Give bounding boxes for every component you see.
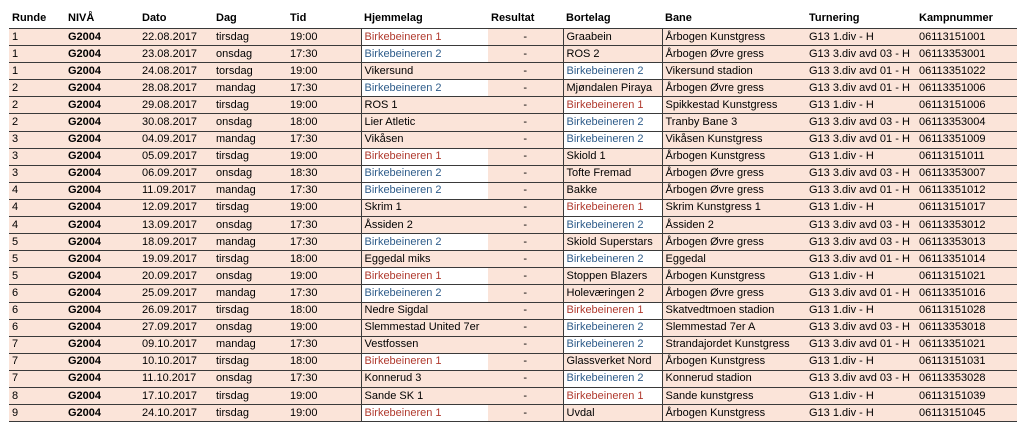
cell-bane: Åssiden 2 <box>662 217 806 234</box>
cell-runde: 4 <box>9 217 65 234</box>
cell-bane: Tranby Bane 3 <box>662 114 806 131</box>
header-kampnummer: Kampnummer <box>919 12 993 24</box>
cell-bortelag: Birkebeineren 1 <box>563 387 662 404</box>
cell-dato: 12.09.2017 <box>139 199 213 216</box>
cell-tid: 19:00 <box>287 319 361 336</box>
cell-bane: Årbogen Kunstgress <box>662 29 806 46</box>
cell-kampnummer: 06113151045 <box>916 405 1017 422</box>
table-row <box>9 148 1017 165</box>
cell-bortelag: Uvdal <box>563 405 662 422</box>
cell-dag: onsdag <box>213 319 287 336</box>
cell-tid: 19:00 <box>287 387 361 404</box>
cell-hjemmelag: Birkebeineren 1 <box>361 268 488 285</box>
cell-tid: 18:00 <box>287 114 361 131</box>
cell-dag: mandag <box>213 80 287 97</box>
cell-bortelag: Birkebeineren 2 <box>563 370 662 387</box>
cell-tid: 19:00 <box>287 148 361 165</box>
cell-niva: G2004 <box>65 302 139 319</box>
cell-hjemmelag: Birkebeineren 2 <box>361 234 488 251</box>
cell-hjemmelag: Sande SK 1 <box>361 387 488 404</box>
cell-kampnummer: 06113151006 <box>916 97 1017 114</box>
cell-dato: 22.08.2017 <box>139 29 213 46</box>
cell-dag: tirsdag <box>213 251 287 268</box>
cell-bortelag: Birkebeineren 2 <box>563 114 662 131</box>
table-row <box>9 405 1017 422</box>
cell-turnering: G13 3.div avd 01 - H <box>806 80 916 97</box>
cell-niva: G2004 <box>65 251 139 268</box>
cell-kampnummer: 06113353004 <box>916 114 1017 131</box>
cell-hjemmelag: Vikersund <box>361 63 488 80</box>
cell-resultat: - <box>488 353 563 370</box>
cell-runde: 2 <box>9 80 65 97</box>
cell-niva: G2004 <box>65 165 139 182</box>
table-row <box>9 217 1017 234</box>
cell-turnering: G13 1.div - H <box>806 405 916 422</box>
cell-runde: 3 <box>9 131 65 148</box>
cell-resultat: - <box>488 148 563 165</box>
cell-dato: 29.08.2017 <box>139 97 213 114</box>
cell-dato: 17.10.2017 <box>139 387 213 404</box>
cell-niva: G2004 <box>65 387 139 404</box>
cell-runde: 5 <box>9 268 65 285</box>
fixtures-table <box>9 8 1017 422</box>
cell-bortelag: Bakke <box>563 182 662 199</box>
cell-dato: 23.08.2017 <box>139 46 213 63</box>
cell-dato: 24.08.2017 <box>139 63 213 80</box>
cell-hjemmelag: Nedre Sigdal <box>361 302 488 319</box>
cell-bortelag: Birkebeineren 1 <box>563 302 662 319</box>
cell-hjemmelag: Birkebeineren 2 <box>361 46 488 63</box>
cell-bane: Årbogen Kunstgress <box>662 268 806 285</box>
cell-dato: 09.10.2017 <box>139 336 213 353</box>
cell-kampnummer: 06113353012 <box>916 217 1017 234</box>
cell-runde: 1 <box>9 46 65 63</box>
cell-niva: G2004 <box>65 148 139 165</box>
cell-turnering: G13 3.div avd 03 - H <box>806 165 916 182</box>
cell-dag: tirsdag <box>213 387 287 404</box>
cell-hjemmelag: Eggedal miks <box>361 251 488 268</box>
cell-turnering: G13 3.div avd 03 - H <box>806 234 916 251</box>
cell-runde: 4 <box>9 199 65 216</box>
cell-dag: mandag <box>213 131 287 148</box>
cell-niva: G2004 <box>65 353 139 370</box>
cell-bortelag: Tofte Fremad <box>563 165 662 182</box>
cell-niva: G2004 <box>65 199 139 216</box>
cell-tid: 17:30 <box>287 131 361 148</box>
cell-dag: tirsdag <box>213 29 287 46</box>
cell-bortelag: Birkebeineren 2 <box>563 217 662 234</box>
cell-bane: Årbogen Øvre gress <box>662 285 806 302</box>
header-bortelag: Bortelag <box>566 12 611 24</box>
cell-tid: 19:00 <box>287 29 361 46</box>
cell-niva: G2004 <box>65 97 139 114</box>
cell-turnering: G13 3.div avd 03 - H <box>806 319 916 336</box>
cell-dag: mandag <box>213 336 287 353</box>
cell-niva: G2004 <box>65 268 139 285</box>
cell-bortelag: Birkebeineren 2 <box>563 131 662 148</box>
cell-dato: 18.09.2017 <box>139 234 213 251</box>
cell-turnering: G13 3.div avd 03 - H <box>806 114 916 131</box>
table-row <box>9 182 1017 199</box>
cell-bane: Årbogen Øvre gress <box>662 234 806 251</box>
cell-tid: 19:00 <box>287 97 361 114</box>
cell-turnering: G13 1.div - H <box>806 353 916 370</box>
cell-dag: tirsdag <box>213 97 287 114</box>
cell-kampnummer: 06113353001 <box>916 46 1017 63</box>
cell-turnering: G13 3.div avd 03 - H <box>806 370 916 387</box>
cell-turnering: G13 1.div - H <box>806 268 916 285</box>
cell-dag: mandag <box>213 285 287 302</box>
cell-runde: 6 <box>9 285 65 302</box>
cell-resultat: - <box>488 97 563 114</box>
cell-bortelag: Stoppen Blazers <box>563 268 662 285</box>
cell-bane: Spikkestad Kunstgress <box>662 97 806 114</box>
table-row <box>9 285 1017 302</box>
cell-resultat: - <box>488 268 563 285</box>
cell-bane: Eggedal <box>662 251 806 268</box>
cell-resultat: - <box>488 217 563 234</box>
cell-dag: mandag <box>213 234 287 251</box>
cell-dag: onsdag <box>213 165 287 182</box>
cell-dag: onsdag <box>213 370 287 387</box>
cell-turnering: G13 1.div - H <box>806 199 916 216</box>
cell-turnering: G13 3.div avd 03 - H <box>806 217 916 234</box>
cell-kampnummer: 06113351016 <box>916 285 1017 302</box>
cell-niva: G2004 <box>65 46 139 63</box>
cell-tid: 17:30 <box>287 80 361 97</box>
cell-dag: onsdag <box>213 46 287 63</box>
cell-niva: G2004 <box>65 319 139 336</box>
table-row <box>9 268 1017 285</box>
cell-niva: G2004 <box>65 80 139 97</box>
cell-resultat: - <box>488 370 563 387</box>
cell-dato: 11.09.2017 <box>139 182 213 199</box>
cell-resultat: - <box>488 131 563 148</box>
header-tid: Tid <box>290 12 307 24</box>
cell-niva: G2004 <box>65 217 139 234</box>
cell-hjemmelag: ROS 1 <box>361 97 488 114</box>
cell-kampnummer: 06113151001 <box>916 29 1017 46</box>
cell-bane: Konnerud stadion <box>662 370 806 387</box>
cell-hjemmelag: Birkebeineren 2 <box>361 285 488 302</box>
cell-dag: onsdag <box>213 268 287 285</box>
cell-runde: 9 <box>9 405 65 422</box>
cell-niva: G2004 <box>65 131 139 148</box>
cell-bane: Årbogen Øvre gress <box>662 46 806 63</box>
header-dag: Dag <box>216 12 237 24</box>
header-dato: Dato <box>142 12 167 24</box>
cell-niva: G2004 <box>65 114 139 131</box>
cell-resultat: - <box>488 46 563 63</box>
header-runde: Runde <box>12 12 47 24</box>
cell-kampnummer: 06113353013 <box>916 234 1017 251</box>
cell-bane: Strandajordet Kunstgress <box>662 336 806 353</box>
table-row <box>9 114 1017 131</box>
cell-dag: mandag <box>213 182 287 199</box>
cell-niva: G2004 <box>65 29 139 46</box>
cell-dato: 10.10.2017 <box>139 353 213 370</box>
cell-turnering: G13 3.div avd 01 - H <box>806 63 916 80</box>
cell-runde: 7 <box>9 353 65 370</box>
header-hjemmelag: Hjemmelag <box>364 12 423 24</box>
cell-hjemmelag: Birkebeineren 2 <box>361 165 488 182</box>
cell-turnering: G13 1.div - H <box>806 302 916 319</box>
cell-tid: 18:00 <box>287 251 361 268</box>
cell-bane: Årbogen Øvre gress <box>662 165 806 182</box>
cell-dag: tirsdag <box>213 405 287 422</box>
cell-bane: Skatvedtmoen stadion <box>662 302 806 319</box>
table-row <box>9 387 1017 404</box>
cell-runde: 8 <box>9 387 65 404</box>
cell-dag: tirsdag <box>213 199 287 216</box>
cell-resultat: - <box>488 336 563 353</box>
cell-dato: 26.09.2017 <box>139 302 213 319</box>
cell-dag: onsdag <box>213 217 287 234</box>
cell-dag: torsdag <box>213 63 287 80</box>
cell-tid: 17:30 <box>287 182 361 199</box>
cell-resultat: - <box>488 80 563 97</box>
cell-niva: G2004 <box>65 370 139 387</box>
cell-hjemmelag: Birkebeineren 1 <box>361 405 488 422</box>
cell-tid: 17:30 <box>287 234 361 251</box>
cell-niva: G2004 <box>65 285 139 302</box>
cell-tid: 18:00 <box>287 302 361 319</box>
cell-tid: 18:30 <box>287 165 361 182</box>
cell-bortelag: Birkebeineren 2 <box>563 63 662 80</box>
cell-bortelag: Graabein <box>563 29 662 46</box>
cell-kampnummer: 06113351022 <box>916 63 1017 80</box>
cell-resultat: - <box>488 251 563 268</box>
cell-hjemmelag: Slemmestad United 7er <box>361 319 488 336</box>
cell-turnering: G13 3.div avd 01 - H <box>806 285 916 302</box>
cell-dato: 30.08.2017 <box>139 114 213 131</box>
cell-runde: 6 <box>9 302 65 319</box>
cell-dato: 28.08.2017 <box>139 80 213 97</box>
cell-hjemmelag: Lier Atletic <box>361 114 488 131</box>
cell-tid: 19:00 <box>287 63 361 80</box>
table-row <box>9 46 1017 63</box>
cell-bortelag: Birkebeineren 2 <box>563 251 662 268</box>
cell-runde: 5 <box>9 234 65 251</box>
cell-bane: Årbogen Kunstgress <box>662 405 806 422</box>
cell-kampnummer: 06113151031 <box>916 353 1017 370</box>
cell-runde: 2 <box>9 114 65 131</box>
cell-resultat: - <box>488 29 563 46</box>
cell-tid: 19:00 <box>287 268 361 285</box>
header-resultat: Resultat <box>491 12 535 24</box>
table-row <box>9 29 1017 46</box>
cell-bane: Skrim Kunstgress 1 <box>662 199 806 216</box>
cell-runde: 7 <box>9 336 65 353</box>
cell-bortelag: Glassverket Nord <box>563 353 662 370</box>
header-bane: Bane <box>665 12 692 24</box>
table-row <box>9 80 1017 97</box>
cell-hjemmelag: Vikåsen <box>361 131 488 148</box>
table-row <box>9 131 1017 148</box>
table-row <box>9 336 1017 353</box>
cell-hjemmelag: Skrim 1 <box>361 199 488 216</box>
cell-tid: 17:30 <box>287 285 361 302</box>
cell-dag: tirsdag <box>213 302 287 319</box>
cell-dato: 19.09.2017 <box>139 251 213 268</box>
cell-kampnummer: 06113351009 <box>916 131 1017 148</box>
cell-kampnummer: 06113351006 <box>916 80 1017 97</box>
cell-resultat: - <box>488 114 563 131</box>
cell-turnering: G13 3.div avd 01 - H <box>806 131 916 148</box>
cell-runde: 1 <box>9 29 65 46</box>
cell-resultat: - <box>488 234 563 251</box>
cell-bortelag: ROS 2 <box>563 46 662 63</box>
cell-bortelag: Birkebeineren 2 <box>563 319 662 336</box>
cell-dato: 05.09.2017 <box>139 148 213 165</box>
cell-kampnummer: 06113353007 <box>916 165 1017 182</box>
cell-bortelag: Birkebeineren 1 <box>563 97 662 114</box>
cell-resultat: - <box>488 199 563 216</box>
cell-turnering: G13 3.div avd 01 - H <box>806 182 916 199</box>
cell-kampnummer: 06113351021 <box>916 336 1017 353</box>
cell-tid: 18:00 <box>287 353 361 370</box>
cell-dato: 24.10.2017 <box>139 405 213 422</box>
cell-bortelag: Skiold Superstars <box>563 234 662 251</box>
cell-runde: 1 <box>9 63 65 80</box>
header-row <box>9 8 1017 29</box>
cell-tid: 17:30 <box>287 370 361 387</box>
cell-dato: 25.09.2017 <box>139 285 213 302</box>
cell-hjemmelag: Åssiden 2 <box>361 217 488 234</box>
cell-niva: G2004 <box>65 182 139 199</box>
cell-hjemmelag: Birkebeineren 1 <box>361 148 488 165</box>
cell-bortelag: Mjøndalen Piraya <box>563 80 662 97</box>
cell-hjemmelag: Birkebeineren 2 <box>361 80 488 97</box>
cell-kampnummer: 06113353018 <box>916 319 1017 336</box>
cell-turnering: G13 1.div - H <box>806 148 916 165</box>
cell-kampnummer: 06113351012 <box>916 182 1017 199</box>
cell-hjemmelag: Konnerud 3 <box>361 370 488 387</box>
cell-bane: Årbogen Kunstgress <box>662 353 806 370</box>
cell-hjemmelag: Birkebeineren 1 <box>361 29 488 46</box>
cell-niva: G2004 <box>65 63 139 80</box>
cell-kampnummer: 06113351014 <box>916 251 1017 268</box>
cell-turnering: G13 3.div avd 03 - H <box>806 46 916 63</box>
cell-resultat: - <box>488 319 563 336</box>
cell-dato: 04.09.2017 <box>139 131 213 148</box>
cell-dato: 13.09.2017 <box>139 217 213 234</box>
cell-turnering: G13 1.div - H <box>806 29 916 46</box>
cell-runde: 5 <box>9 251 65 268</box>
cell-bortelag: Holeværingen 2 <box>563 285 662 302</box>
cell-kampnummer: 06113151039 <box>916 387 1017 404</box>
table-row <box>9 302 1017 319</box>
cell-dato: 11.10.2017 <box>139 370 213 387</box>
cell-dag: onsdag <box>213 114 287 131</box>
cell-bane: Årbogen Kunstgress <box>662 148 806 165</box>
cell-bane: Sande kunstgress <box>662 387 806 404</box>
table-row <box>9 165 1017 182</box>
cell-resultat: - <box>488 387 563 404</box>
cell-dag: tirsdag <box>213 353 287 370</box>
cell-niva: G2004 <box>65 234 139 251</box>
cell-dato: 06.09.2017 <box>139 165 213 182</box>
fixtures-body <box>9 29 1017 422</box>
table-row <box>9 199 1017 216</box>
cell-bane: Årbogen Øvre gress <box>662 80 806 97</box>
table-row <box>9 251 1017 268</box>
cell-runde: 4 <box>9 182 65 199</box>
cell-tid: 17:30 <box>287 46 361 63</box>
cell-turnering: G13 1.div - H <box>806 97 916 114</box>
cell-bortelag: Skiold 1 <box>563 148 662 165</box>
header-turnering: Turnering <box>809 12 860 24</box>
cell-niva: G2004 <box>65 405 139 422</box>
cell-hjemmelag: Birkebeineren 2 <box>361 182 488 199</box>
cell-bortelag: Birkebeineren 2 <box>563 336 662 353</box>
table-row <box>9 319 1017 336</box>
cell-bortelag: Birkebeineren 1 <box>563 199 662 216</box>
table-row <box>9 234 1017 251</box>
cell-resultat: - <box>488 165 563 182</box>
table-row <box>9 370 1017 387</box>
cell-kampnummer: 06113151017 <box>916 199 1017 216</box>
cell-resultat: - <box>488 63 563 80</box>
cell-hjemmelag: Birkebeineren 1 <box>361 353 488 370</box>
cell-turnering: G13 3.div avd 01 - H <box>806 251 916 268</box>
cell-runde: 7 <box>9 370 65 387</box>
cell-dag: tirsdag <box>213 148 287 165</box>
cell-resultat: - <box>488 302 563 319</box>
cell-tid: 19:00 <box>287 199 361 216</box>
table-row <box>9 97 1017 114</box>
cell-runde: 3 <box>9 165 65 182</box>
cell-bane: Vikersund stadion <box>662 63 806 80</box>
cell-kampnummer: 06113151011 <box>916 148 1017 165</box>
cell-kampnummer: 06113151028 <box>916 302 1017 319</box>
cell-turnering: G13 3.div avd 01 - H <box>806 336 916 353</box>
cell-resultat: - <box>488 182 563 199</box>
cell-niva: G2004 <box>65 336 139 353</box>
cell-tid: 17:30 <box>287 217 361 234</box>
table-row <box>9 353 1017 370</box>
cell-runde: 2 <box>9 97 65 114</box>
cell-bane: Vikåsen Kunstgress <box>662 131 806 148</box>
cell-dato: 27.09.2017 <box>139 319 213 336</box>
cell-bane: Slemmestad 7er A <box>662 319 806 336</box>
cell-runde: 3 <box>9 148 65 165</box>
table-row <box>9 63 1017 80</box>
cell-runde: 6 <box>9 319 65 336</box>
cell-dato: 20.09.2017 <box>139 268 213 285</box>
cell-tid: 17:30 <box>287 336 361 353</box>
cell-resultat: - <box>488 285 563 302</box>
cell-hjemmelag: Vestfossen <box>361 336 488 353</box>
cell-kampnummer: 06113151021 <box>916 268 1017 285</box>
header-niva: NIVÅ <box>68 12 95 24</box>
cell-kampnummer: 06113353028 <box>916 370 1017 387</box>
cell-tid: 19:00 <box>287 405 361 422</box>
cell-bane: Årbogen Øvre gress <box>662 182 806 199</box>
cell-resultat: - <box>488 405 563 422</box>
cell-turnering: G13 1.div - H <box>806 387 916 404</box>
